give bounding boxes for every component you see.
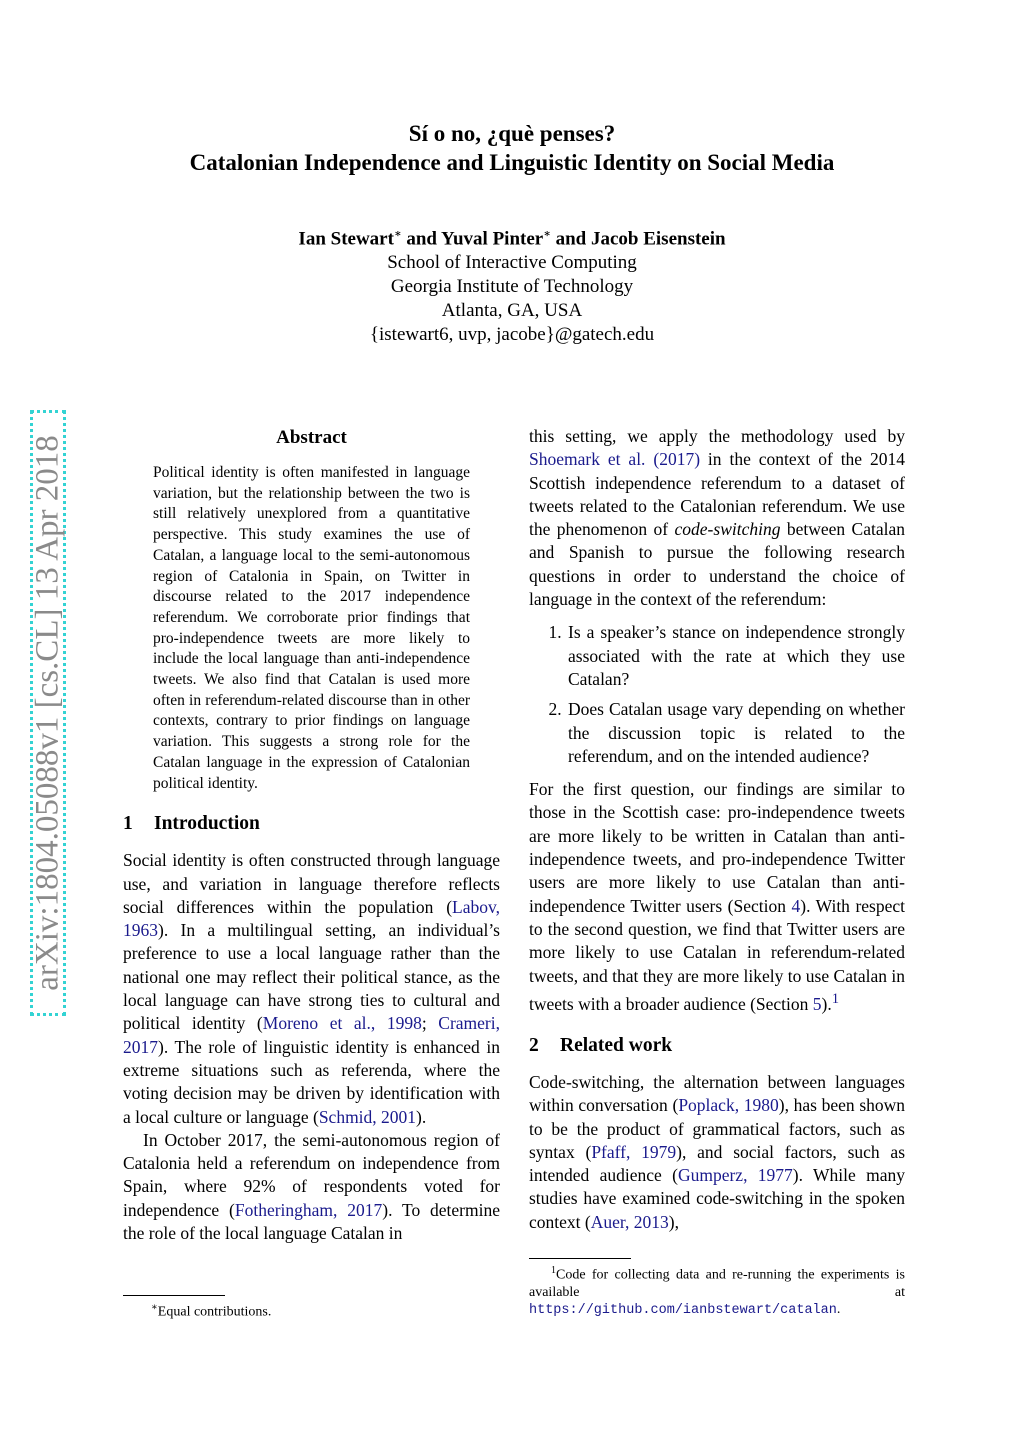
author-conjunction: and [406,228,437,250]
affiliation-institute: Georgia Institute of Technology [390,276,634,298]
citation-schmid[interactable]: Schmid, 2001 [318,1106,417,1127]
citation-shoemark[interactable]: Shoemark et al. (2017) [529,449,701,470]
citation-moreno[interactable]: Moreno et al., 1998 [262,1013,422,1034]
footnote-ref-1[interactable]: 1 [831,990,840,1007]
title-line-1: Sí o no, ¿què penses? [408,121,616,146]
section-title: Introduction [154,813,260,835]
paper-title [0,119,1024,177]
section-ref-5[interactable]: 5 [812,993,822,1014]
footnote-equal-contributions: ∗Equal contributions. [151,1302,272,1320]
footnote-left [123,1295,500,1321]
intro-paragraph-4: For the first question, our findings are similar to those in the Scottish case: pro-independence tweets are more likely to be written in Catalan than anti-independence tweets, and pro-independence Twitter users are more likely to use Catalan than anti-independence Twitter users (Section 4). With respect to the second question, we find that Twitter users are more likely to use Catalan in referendum-related tweets, and that they are more likely to use Catalan in tweets with a broader audience (Section 5).$^1$ [529,779,905,1014]
left-column [123,425,500,1245]
author-2: Yuval Pinter [441,228,544,250]
author-emails: {istewart6, uvp, jacobe}@gatech.edu [369,324,655,346]
section-title: Related work [560,1034,673,1056]
emphasis-code-switching: code-switching [674,519,781,540]
research-question: 1. Is a speaker’s stance on independence strongly associated with the rate at which they use Catalan? [566,621,905,691]
citation-pfaff[interactable]: Pfaff, 1979 [591,1141,677,1162]
section-ref-4[interactable]: 4 [791,895,801,916]
title-line-2: Catalonian Independence and Linguistic Identity on Social Media [189,150,835,175]
abstract-text: Political identity is often manifested in language variation, but the relationship between the two is still relatively unexplored from a quantitative perspective. This study examines the use of Catalan, a language local to the semi-autonomous region of Catalonia in Spain, on Twitter in discourse related to the 2017 independence referendum. We corroborate prior findings that pro-independence tweets are more likely to include the local language than anti-independence tweets. We also find that Catalan is used more often in referendum-related discourse than in other contexts, contrary to prior findings on language variation. This suggests a strong role for the Catalan language in the expression of Catalonian political identity. [153,464,470,792]
related-paragraph-1: Code-switching, the alternation between languages within conversation (Poplack, 1980), has been shown to be the product of grammatical factors, such as syntax (Pfaff, 1979), and social factors, such as intended audience (Gumperz, 1977). While many studies have examined code-switching in the spoken context (Auer, 2013), [529,1071,906,1232]
intro-paragraph-1: Social identity is often constructed through language use, and variation in language therefore reflects social differences within the population (Labov, 1963). In a multilingual setting, an individual’s preference to use a local language rather than the national one may reflect their political stance, as the local language can have strong ties to cultural and political identity (Moreno et al., 1998; Crameri, 2017). The role of linguistic identity is enhanced in extreme situations such as referenda, where the voting decision may be driven by identification with a local culture or language (Schmid, 2001). [123,850,500,1127]
intro-paragraph-2: In October 2017, the semi-autonomous region of Catalonia held a referendum on independence from Spain, where 92% of respondents voted for independence (Fotheringham, 2017). To determine the role of the local language Catalan in [123,1129,500,1243]
research-questions-list [529,621,905,768]
footnote-right [529,1258,905,1319]
abstract-heading: Abstract [276,427,347,448]
citation-poplack[interactable]: Poplack, 1980 [678,1095,779,1116]
section-number: 2 [529,1034,539,1056]
footnote-rule [529,1258,631,1259]
affiliation-location: Atlanta, GA, USA [441,300,583,322]
section-heading-introduction [123,813,500,835]
footnote-code: $^1$Code for collecting data and re-running the experiments is available at https://github.com/ianbstewart/catalan. [529,1265,905,1318]
author-names [0,222,1024,251]
citation-crameri[interactable]: Crameri, 2017 [123,1013,500,1057]
arxiv-side-stamp [30,410,66,1016]
citation-fotheringham[interactable]: Fotheringham, 2017 [234,1199,383,1220]
research-question: 2. Does Catalan usage vary depending on whether the discussion topic is related to the referendum, and on the intended audience? [566,698,905,768]
author-block [0,222,1024,347]
author-1: Ian Stewart [298,228,394,250]
citation-auer[interactable]: Auer, 2013 [590,1211,669,1232]
right-column [529,425,905,1234]
citation-gumperz[interactable]: Gumperz, 1977 [677,1165,793,1186]
section-heading-related-work [529,1035,905,1057]
citation-labov[interactable]: Labov, 1963 [123,896,500,941]
equal-contribution-mark: ∗ [543,228,551,240]
section-number: 1 [123,813,133,835]
equal-contribution-mark: ∗ [393,228,402,240]
arxiv-identifier: arXiv:1804.05088v1 [cs.CL] 13 Apr 2018 [29,435,66,991]
affiliation-school: School of Interactive Computing [387,252,637,274]
author-3: Jacob Eisenstein [590,228,726,250]
author-conjunction: and [555,228,587,250]
footnote-rule [123,1295,225,1296]
intro-paragraph-3: this setting, we apply the methodology used by Shoemark et al. (2017) in the context of the 2014 Scottish independence referendum to a dataset of tweets related to the Catalonian referendum. We use the phenomenon of code-switching between Catalan and Spanish to pursue the following research questions in order to understand the choice of language in the context of the referendum: [529,426,905,610]
code-repository-link[interactable]: https://github.com/ianbstewart/catalan [529,1302,837,1318]
